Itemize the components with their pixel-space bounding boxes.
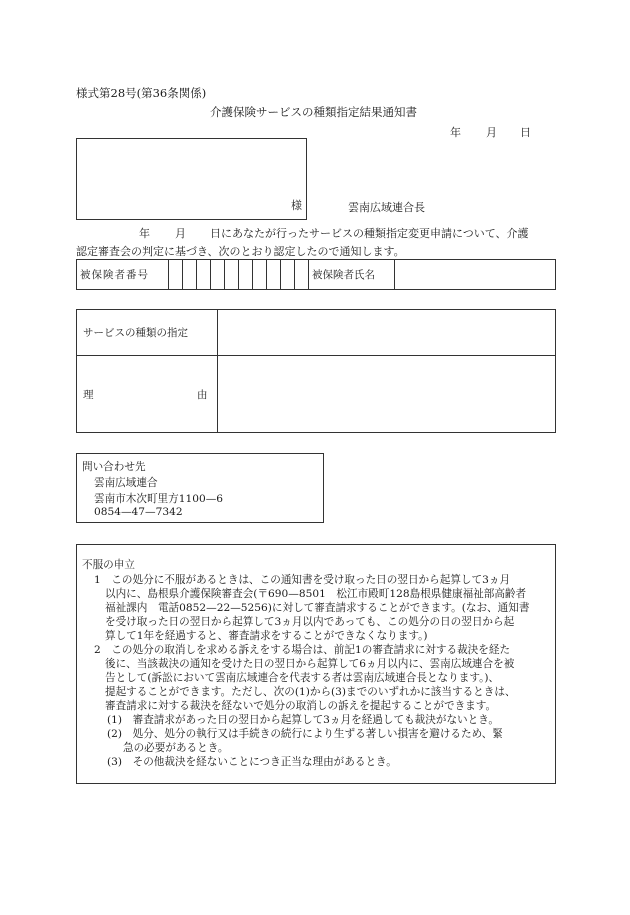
appeal-line: 急の必要があるとき。	[123, 742, 229, 754]
appeal-line: (3) その他裁決を経ないことにつき正当な理由があるとき。	[107, 756, 397, 768]
designation-table	[76, 309, 556, 433]
appeal-line: (2) 処分、処分の執行又は手続きの続行により生ずる著しい損害を避けるため、緊	[107, 728, 503, 740]
insured-number-digit	[197, 260, 211, 290]
appeal-line: 福祉課内 電話0852—22—5256)に対して審査請求することができます。(なお、通知書	[105, 602, 530, 614]
insured-number-digit	[211, 260, 225, 290]
appeal-notice-box	[76, 544, 556, 784]
date-year-label: 年	[450, 126, 461, 139]
application-month-label: 月	[175, 227, 186, 240]
contact-address: 雲南市木次町里方1100—6	[94, 493, 224, 505]
insured-number-digit	[295, 260, 309, 290]
insured-number-digit	[267, 260, 281, 290]
appeal-line: 以内に、島根県介護保険審査会(〒690—8501 松江市殿町128島根県健康福祉部高齢者	[105, 588, 527, 600]
insured-number-label: 被保険者番号	[77, 260, 169, 290]
reason-label-char-2: 由	[197, 389, 208, 401]
addressee-box	[76, 138, 307, 220]
appeal-line: 審査請求に対する裁決を経ないで処分の取消しの訴えを提起することができます。	[105, 700, 497, 712]
insured-number-digit	[183, 260, 197, 290]
appeal-line: を受け取った日の翌日から起算して3ヵ月以内であっても、この処分の日の翌日から起	[105, 616, 515, 628]
insured-number-digit	[169, 260, 183, 290]
appeal-line: 2 この処分の取消しを求める訴えをする場合は、前記1の審査請求に対する裁決を経た	[94, 644, 511, 656]
appeal-heading: 不服の申立	[82, 559, 135, 571]
addressee-honorific: 様	[291, 199, 302, 212]
contact-heading: 問い合わせ先	[82, 461, 146, 473]
appeal-line: 後に、当該裁決の通知を受けた日の翌日から起算して6ヵ月以内に、雲南広域連合を被	[105, 658, 515, 670]
insured-number-digit	[225, 260, 239, 290]
appeal-line: (1) 審査請求があった日の翌日から起算して3ヵ月を経過しても裁決がないとき。	[107, 714, 499, 726]
application-year-label: 年	[139, 227, 150, 240]
body-text-line-2: 認定審査会の判定に基づき、次のとおり認定したので通知します。	[76, 245, 405, 258]
reason-value	[218, 356, 556, 433]
appeal-line: 告として(訴訟において雲南広域連合を代表する者は雲南広域連合長となります。)、	[105, 672, 500, 684]
service-type-value	[218, 310, 556, 356]
date-month-label: 月	[486, 126, 497, 139]
date-day-label: 日	[520, 126, 531, 139]
appeal-line: 1 この処分に不服があるときは、この通知書を受け取った日の翌日から起算して3ヵ月	[94, 574, 511, 586]
service-type-label: サービスの種類の指定	[77, 310, 218, 356]
document-title: 介護保険サービスの種類指定結果通知書	[210, 105, 417, 119]
insured-name-label: 被保険者氏名	[309, 260, 395, 290]
insured-person-table	[76, 259, 556, 290]
issuer-name: 雲南広域連合長	[348, 201, 425, 214]
contact-org: 雲南広域連合	[94, 477, 158, 489]
insured-number-digit	[239, 260, 253, 290]
insured-number-digit	[253, 260, 267, 290]
reason-label-cell	[77, 356, 218, 433]
reason-label-char-1: 理	[83, 389, 94, 401]
appeal-text-block	[77, 573, 555, 783]
form-number: 様式第28号(第36条関係)	[76, 86, 207, 100]
insured-number-digit	[281, 260, 295, 290]
contact-box	[76, 453, 324, 523]
appeal-line: 提起することができます。ただし、次の(1)から(3)までのいずれかに該当するときは、	[105, 686, 516, 698]
body-text-line-1: 日にあなたが行ったサービスの種類指定変更申請について、介護	[210, 227, 529, 240]
appeal-line: 算して1年を経過すると、審査請求をすることができなくなります。)	[105, 630, 428, 642]
insured-name-value	[395, 260, 556, 290]
contact-phone: 0854—47—7342	[94, 506, 183, 518]
